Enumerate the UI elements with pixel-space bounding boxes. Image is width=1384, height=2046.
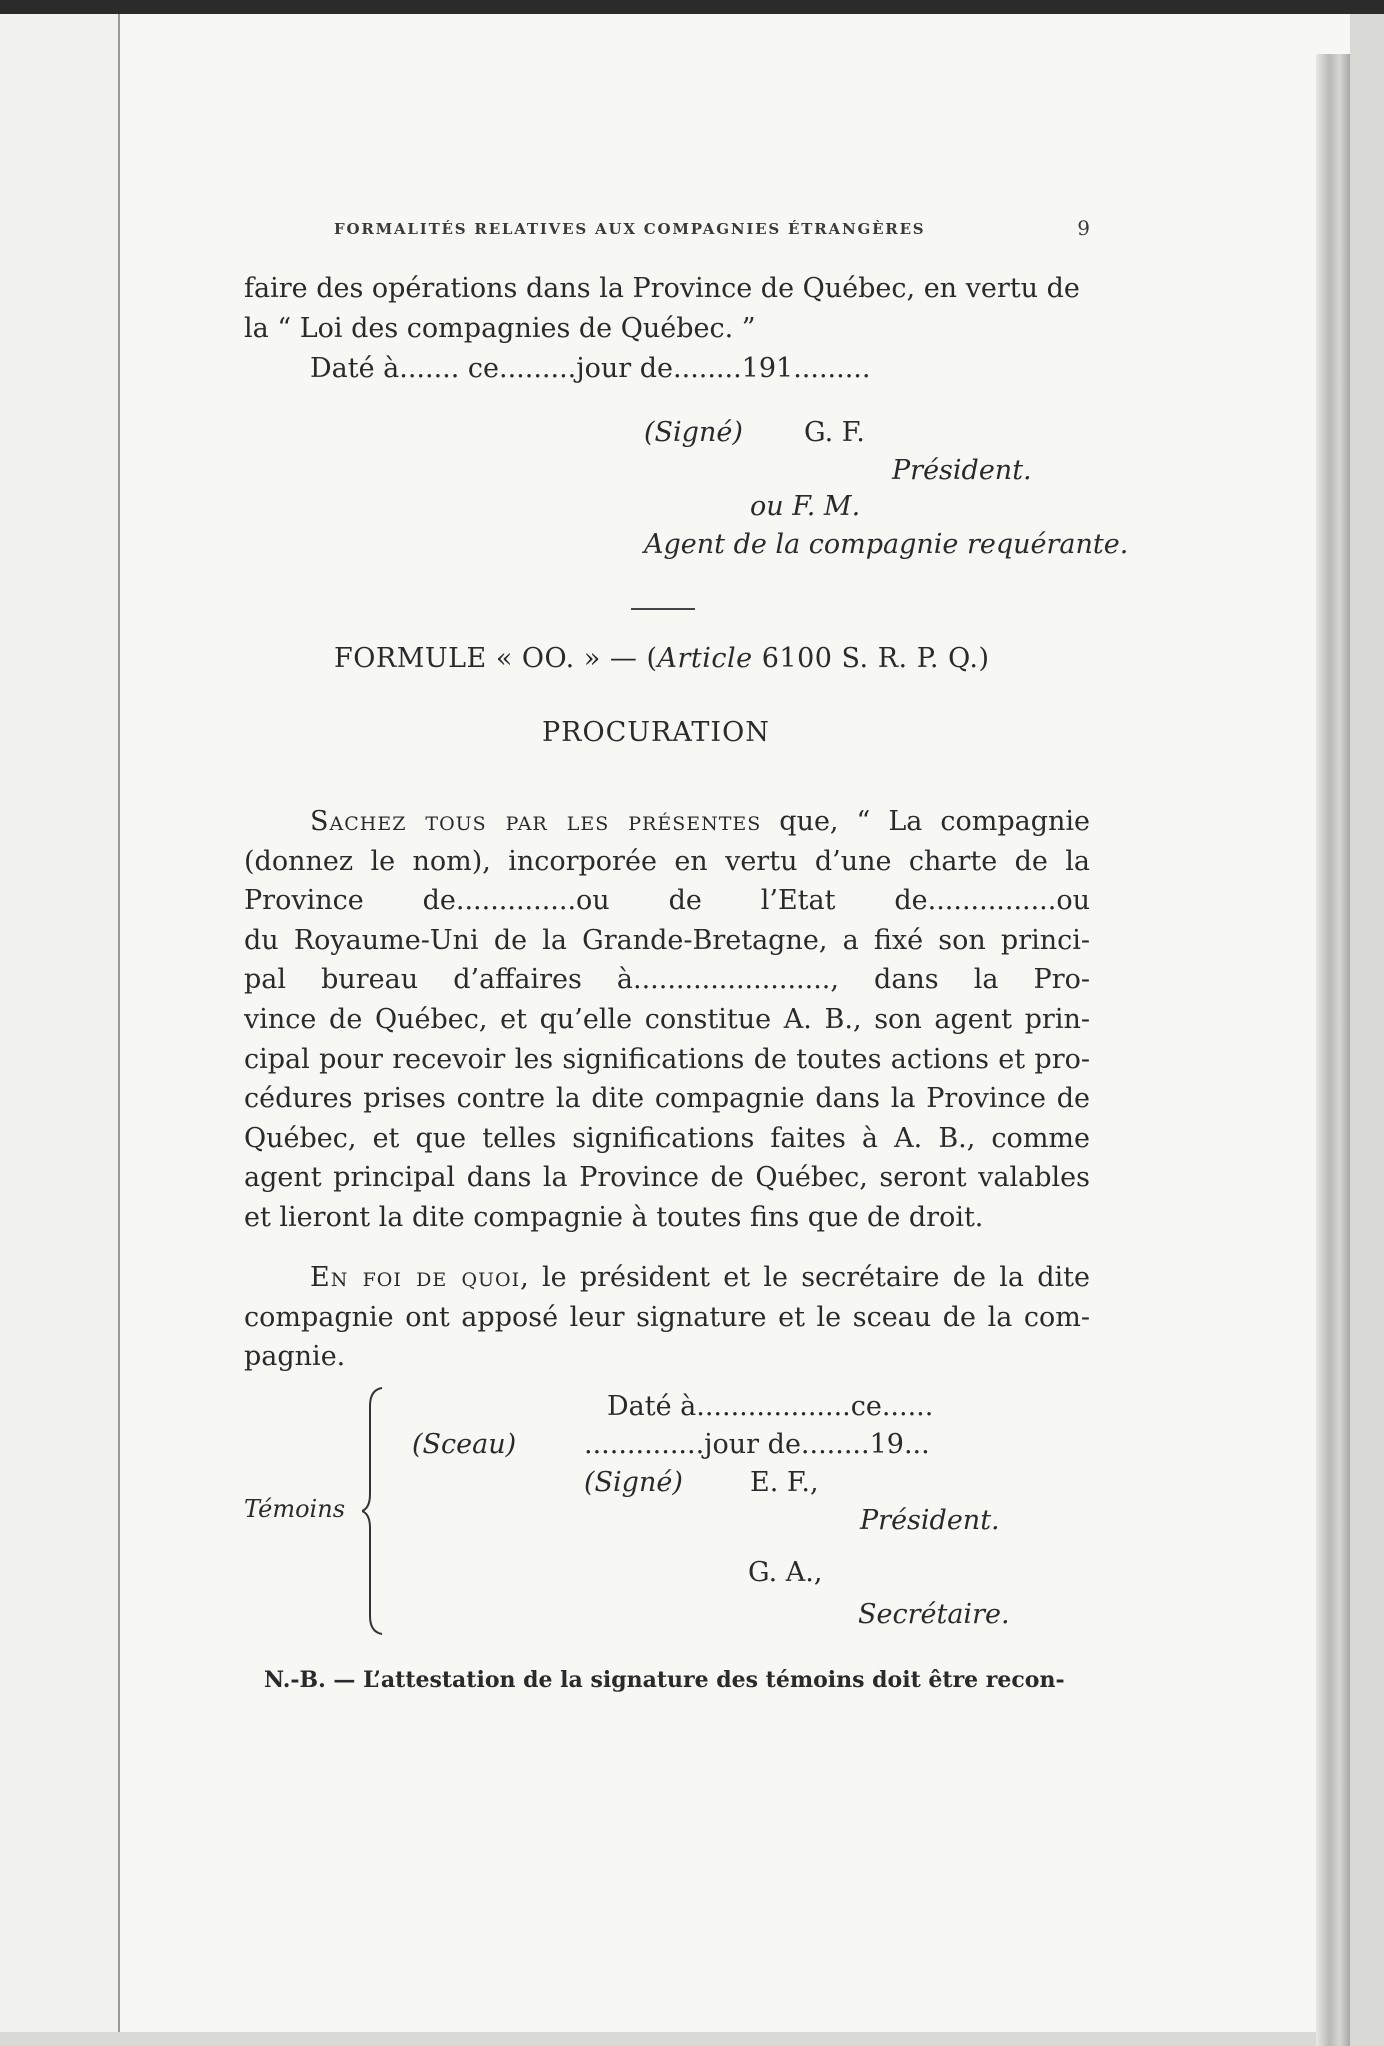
- sig2-signe-label: (Signé): [584, 1467, 683, 1498]
- p1-line-10: et lieront la dite compagnie à toutes fins que de droit.: [244, 1201, 984, 1233]
- p2-line-0-text: , le président et le secrétaire de la dite: [520, 1262, 1091, 1293]
- scan-top-border: [0, 0, 1384, 14]
- temoins-label: Témoins: [244, 1495, 346, 1523]
- alternate-signer: [750, 490, 860, 524]
- p2-line-0: [244, 1258, 1090, 1298]
- opening-line-1: faire des opérations dans la Province de Québec, en vertu de: [244, 273, 1080, 304]
- running-header: [244, 210, 1090, 240]
- sig2-date-line-2: ..............jour de........19...: [584, 1429, 930, 1460]
- nota-bene: N.-B. — L’attestation de la signature des témoins doit être recon-: [264, 1667, 1065, 1693]
- p1-line-4: pal bureau d’affaires à......................., dans la Pro-: [244, 964, 1090, 996]
- p1-line-3: du Royaume-Uni de la Grande-Bretagne, a fixé son princi-: [244, 924, 1090, 956]
- p1-line-9: agent principal dans la Province de Québec, seront valables: [244, 1162, 1090, 1194]
- facing-page-margin: [0, 14, 118, 2032]
- p1-line-8: Québec, et que telles significations faites à A. B., comme: [244, 1122, 1090, 1154]
- p2-line-1: compagnie ont apposé leur signature et le sceau de la com-: [244, 1301, 1090, 1333]
- p1-line-7: cédures prises contre la dite compagnie dans la Province de: [244, 1083, 1090, 1115]
- p1-line-2: Province de..............ou de l’Etat de...............ou: [244, 885, 1090, 917]
- procuration-heading: PROCURATION: [542, 717, 770, 748]
- sig2-ga: G. A.,: [748, 1557, 823, 1588]
- opening-line-2: la “ Loi des compagnies de Québec. ”: [244, 313, 756, 344]
- procuration-paragraph-1: [244, 802, 1090, 1238]
- p1-line-0: [244, 802, 1090, 842]
- sig2-president: Président.: [860, 1505, 1000, 1536]
- signe-label: (Signé): [644, 417, 743, 448]
- formule-prefix: FORMULE « OO. » — (: [334, 643, 658, 674]
- sig2-date-line-1: Daté à..................ce......: [607, 1391, 934, 1422]
- p2-lead: En foi de quoi: [310, 1262, 521, 1293]
- agent-title: Agent de la compagnie requérante.: [644, 529, 1129, 560]
- signer-initials: G. F.: [804, 417, 865, 448]
- sig2-ef: E. F.,: [750, 1467, 819, 1498]
- sceau-label: (Sceau): [412, 1429, 517, 1460]
- p1-lead: Sachez tous par les présentes: [310, 806, 762, 837]
- alt-signer-text: ou F. M.: [750, 491, 861, 522]
- formule-heading: [334, 642, 989, 676]
- p1-line-0-text: que, “ La compagnie: [761, 806, 1090, 837]
- date-line: Daté à....... ce.........jour de........191.........: [310, 353, 871, 384]
- procuration-paragraph-2: [244, 1258, 1090, 1377]
- section-divider: [631, 608, 695, 610]
- p1-line-6: cipal pour recevoir les significations de toutes actions et pro-: [244, 1043, 1090, 1075]
- sig2-secretaire: Secrétaire.: [858, 1599, 1010, 1630]
- p1-line-1: (donnez le nom), incorporée en vertu d’une charte de la: [244, 845, 1090, 877]
- running-title: FORMALITÉS RELATIVES AUX COMPAGNIES ÉTRANGÈRES: [334, 220, 926, 238]
- p1-line-5: vince de Québec, et qu’elle constitue A. B., son agent prin-: [244, 1003, 1090, 1035]
- page-edge-stack: [1316, 54, 1350, 2046]
- formule-article: Article: [657, 643, 753, 674]
- formule-suffix: 6100 S. R. P. Q.): [752, 643, 990, 674]
- president-title: Président.: [892, 455, 1032, 486]
- p2-line-2: pagnie.: [244, 1341, 346, 1373]
- witness-brace: [362, 1386, 384, 1636]
- page-number: 9: [1077, 216, 1090, 240]
